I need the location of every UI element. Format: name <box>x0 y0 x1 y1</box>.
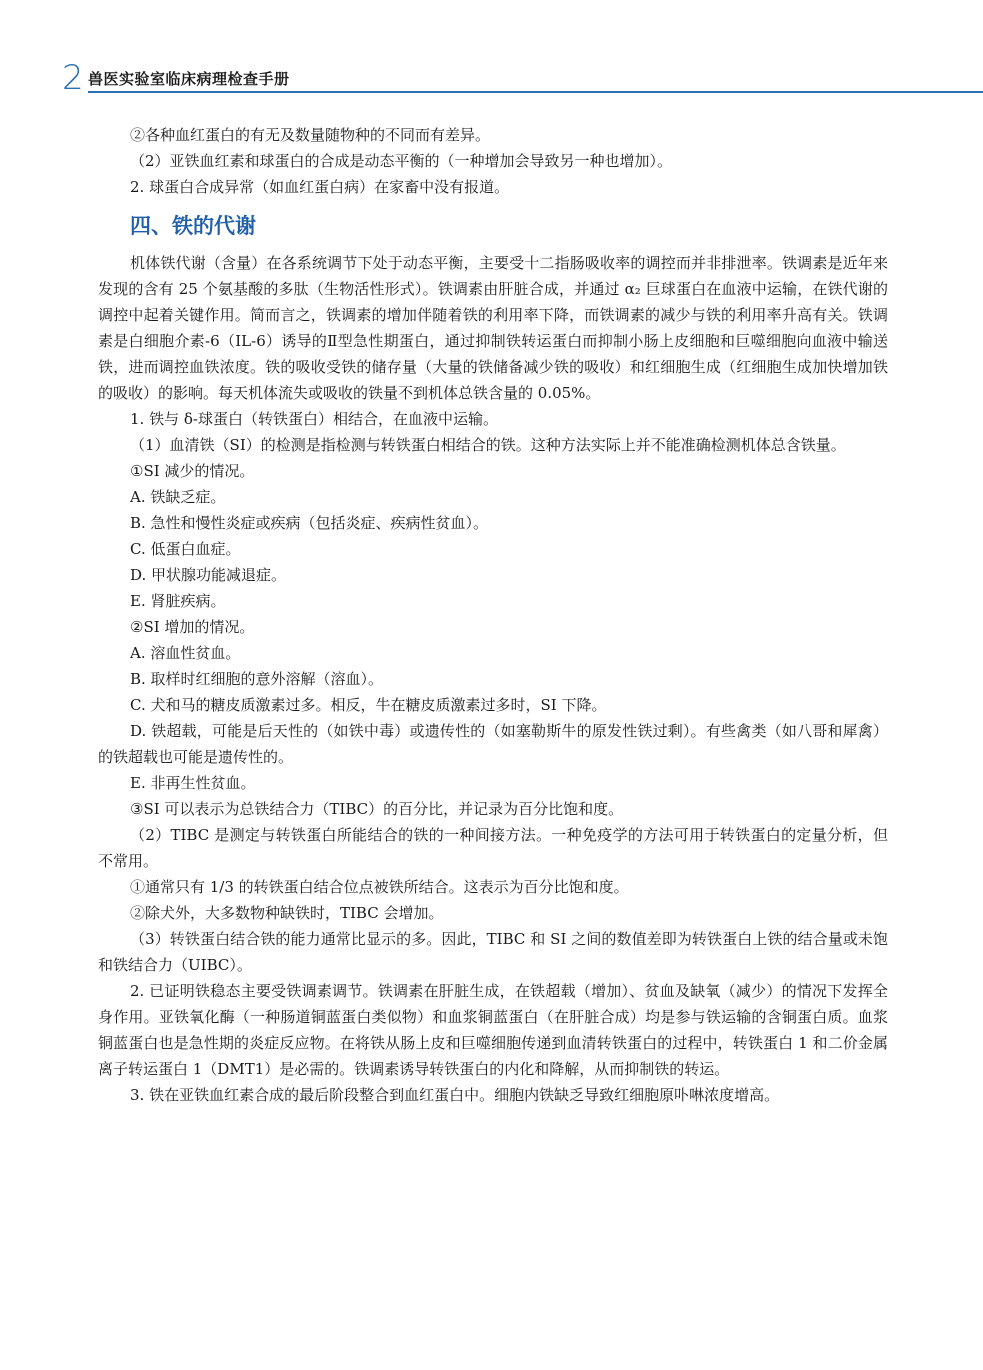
paragraph: B. 取样时红细胞的意外溶解（溶血）。 <box>130 670 384 688</box>
paragraph: D. 甲状腺功能减退症。 <box>130 566 287 584</box>
paragraph: （2）亚铁血红素和球蛋白的合成是动态平衡的（一种增加会导致另一种也增加）。 <box>130 152 673 170</box>
page-body <box>98 122 888 1108</box>
paragraph: 2. 已证明铁稳态主要受铁调素调节。铁调素在肝脏生成，在铁超载（增加）、贫血及缺氧（减少）的情况下发挥全身作用。亚铁氧化酶（一种肠道铜蓝蛋白类似物）和血浆铜蓝蛋白（在肝脏合成）均是参与铁运输的含铜蛋白质。血浆铜蓝蛋白也是急性期的炎症反应物。在将铁从肠上皮和巨噬细胞传递到血清转铁蛋白的过程中，转铁蛋白 1 和二价金属离子转运蛋白 1（DMT1）是必需的。铁调素诱导转铁蛋白的内化和降解，从而抑制铁的转运。 <box>98 982 888 1078</box>
book-title: 兽医实验室临床病理检查手册 <box>88 70 290 88</box>
paragraph: ②除犬外，大多数物种缺铁时，TIBC 会增加。 <box>130 904 444 922</box>
paragraph: D. 铁超载，可能是后天性的（如铁中毒）或遗传性的（如塞勒斯牛的原发性铁过剩）。有些禽类（如八哥和犀禽）的铁超载也可能是遗传性的。 <box>98 722 888 766</box>
paragraph: B. 急性和慢性炎症或疾病（包括炎症、疾病性贫血）。 <box>130 514 489 532</box>
paragraph: 1. 铁与 δ-球蛋白（转铁蛋白）相结合，在血液中运输。 <box>130 410 498 428</box>
paragraph: ②SI 增加的情况。 <box>130 618 255 636</box>
paragraph: 2. 球蛋白合成异常（如血红蛋白病）在家畜中没有报道。 <box>130 178 510 196</box>
paragraph: ③SI 可以表示为总铁结合力（TIBC）的百分比，并记录为百分比饱和度。 <box>130 800 624 818</box>
page-number: 2 <box>62 58 84 98</box>
header-rule <box>88 91 983 93</box>
paragraph: E. 非再生性贫血。 <box>130 774 256 792</box>
paragraph: 机体铁代谢（含量）在各系统调节下处于动态平衡，主要受十二指肠吸收率的调控而并非排泄率。铁调素是近年来发现的含有 25 个氨基酸的多肽（生物活性形式）。铁调素由肝脏合成，并通过 α₂ 巨球蛋白在血液中运输，在铁代谢的调控中起着关键作用。简而言之，铁调素的增加伴随着铁的利用率下降，而铁调素的减少与铁的利用率升高有关。铁调素是白细胞介素-6（IL-6）诱导的Ⅱ型急性期蛋白，通过抑制铁转运蛋白而抑制小肠上皮细胞和巨噬细胞向血液中输送铁，进而调控血铁浓度。铁的吸收受铁的储存量（大量的铁储备减少铁的吸收）和红细胞生成（红细胞生成加快增加铁的吸收）的影响。每天机体流失或吸收的铁量不到机体总铁含量的 0.05%。 <box>98 254 888 402</box>
section-heading: 四、铁的代谢 <box>130 214 256 238</box>
paragraph: ①通常只有 1/3 的转铁蛋白结合位点被铁所结合。这表示为百分比饱和度。 <box>130 878 629 896</box>
paragraph: 3. 铁在亚铁血红素合成的最后阶段整合到血红蛋白中。细胞内铁缺乏导致红细胞原卟啉浓度增高。 <box>130 1086 780 1104</box>
paragraph: C. 犬和马的糖皮质激素过多。相反，牛在糖皮质激素过多时，SI 下降。 <box>130 696 607 714</box>
paragraph: C. 低蛋白血症。 <box>130 540 241 558</box>
paragraph: E. 肾脏疾病。 <box>130 592 226 610</box>
paragraph: A. 溶血性贫血。 <box>130 644 241 662</box>
page-header <box>62 58 983 98</box>
paragraph: ②各种血红蛋白的有无及数量随物种的不同而有差异。 <box>130 126 491 144</box>
paragraph: A. 铁缺乏症。 <box>130 488 226 506</box>
paragraph: （2）TIBC 是测定与转铁蛋白所能结合的铁的一种间接方法。一种免疫学的方法可用于转铁蛋白的定量分析，但不常用。 <box>98 826 888 870</box>
paragraph: （1）血清铁（SI）的检测是指检测与转铁蛋白相结合的铁。这种方法实际上并不能准确检测机体总含铁量。 <box>130 436 846 454</box>
paragraph: （3）转铁蛋白结合铁的能力通常比显示的多。因此，TIBC 和 SI 之间的数值差即为转铁蛋白上铁的结合量或未饱和铁结合力（UIBC）。 <box>98 930 888 974</box>
paragraph: ①SI 减少的情况。 <box>130 462 255 480</box>
